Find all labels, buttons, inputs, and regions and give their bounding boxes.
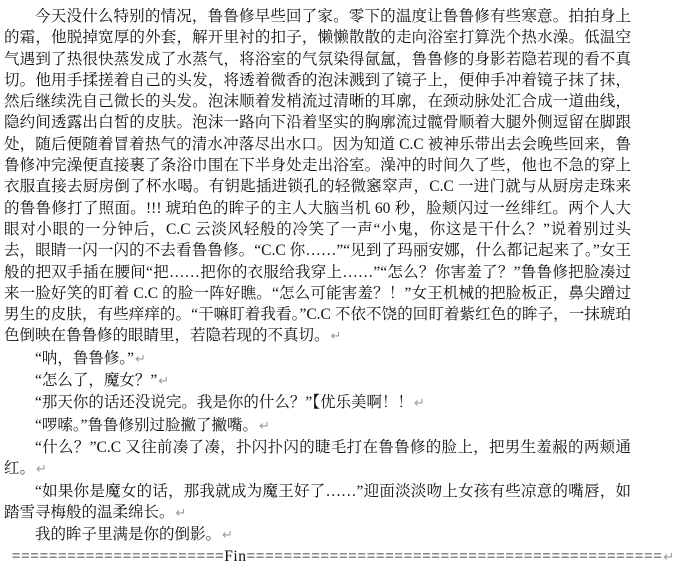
paragraph xyxy=(4,415,631,437)
paragraph-mark-icon: ↵ xyxy=(663,550,675,566)
fin-divider-line xyxy=(4,546,675,568)
paragraph-text: “怎么了，魔女？” xyxy=(35,372,158,390)
paragraph-mark-icon: ↵ xyxy=(259,418,270,434)
paragraph xyxy=(4,481,631,525)
paragraph-text: 今天没什么特别的情况，鲁鲁修早些回了家。零下的温度让鲁鲁修有些寒意。拍拍身上的霜，他脱掉宽厚的外套，解开里衬的扣子，懒懒散散的走向浴室打算洗个热水澡。低温空气遇到了热很快蒸发成了水蒸气，将浴室的气氛染得氤氲，鲁鲁修的身影若隐若现的看不真切。他用手揉搓着自己的头发，将透着微香的泡沫溅到了镜子上，便伸手冲着镜子抹了抹，然后继续洗自己微长的头发。泡沫顺着发梢流过清晰的耳廓，在颈动脉处汇合成一道曲线，隐约间透露出白皙的皮肤。泡沫一路向下沿着坚实的胸廓流过髋骨顺着大腿外侧逗留在脚跟处，随后便随着冒着热气的清水冲落尽出水口。因为知道 C.C 被神乐带出去会晚些回来，鲁鲁修冲完澡便直接裹了条浴巾围在下半身处走出浴室。澡冲的时间久了些，他也不急的穿上衣服直接去厨房倒了杯水喝。有钥匙插进锁孔的轻微窸窣声，C.C 一进门就与从厨房走珠来的鲁鲁修打了照面。!!! 琥珀色的眸子的主人大脑当机 60 秒，脸颊闪过一丝绯红。两个人大眼对小眼的一分钟后，C.C 云淡风轻般的冷笑了一声“小鬼，你这是干什么？”说着别过头去，眼睛一闪一闪的不去看鲁鲁修。“C.C 你……”“见到了玛丽安娜，什么都记起来了。”女王般的把双手插在腰间“把……把你的衣服给我穿上……”“怎么？你害羞了？”鲁鲁修把脸凑过来一脸好笑的盯着 C.C 的脸一阵好瞧。“怎么可能害羞？！”女王机械的把脸板正，鼻尖蹭过男生的皮肤，有些痒痒的。“干嘛盯着我看。”C.C 不依不饶的回盯着紫红色的眸子，一抹琥珀色倒映在鲁鲁修的眼睛里，若隐若现的不真切。 xyxy=(4,8,631,345)
paragraph xyxy=(4,370,631,392)
paragraph-mark-icon: ↵ xyxy=(158,374,170,390)
paragraph-text: “呐，鲁鲁修。” xyxy=(35,349,135,367)
paragraph-mark-icon: ↵ xyxy=(222,528,233,544)
paragraph-text: =======================Fin============================================= xyxy=(11,548,663,566)
paragraph-text: “那天你的话还没说完。我是你的什么？”【优乐美啊！！ xyxy=(35,394,414,412)
paragraph xyxy=(4,392,631,414)
paragraph xyxy=(4,6,631,348)
paragraph-mark-icon: ↵ xyxy=(175,505,187,521)
paragraph-text: “什么？”C.C 又往前凑了凑，扑闪扑闪的睫毛打在鲁鲁修的脸上，把男生羞赧的两颊通红。 xyxy=(4,438,631,478)
paragraph-mark-icon: ↵ xyxy=(330,329,342,345)
paragraph-mark-icon: ↵ xyxy=(414,396,425,412)
paragraph-text: 我的眸子里满是你的倒影。 xyxy=(35,526,222,544)
paragraph xyxy=(4,524,631,546)
paragraph-mark-icon: ↵ xyxy=(135,351,146,367)
paragraph xyxy=(4,348,631,370)
paragraph-text: “如果你是魔女的话，那我就成为魔王好了……”迎面淡淡吻上女孩有些凉意的嘴唇，如踏雪寻梅般的温柔绵长。 xyxy=(4,482,631,521)
paragraph-text: “啰嗦。”鲁鲁修别过脸撇了撇嘴。 xyxy=(35,416,259,434)
paragraph-mark-icon: ↵ xyxy=(36,462,47,478)
paragraph xyxy=(4,437,631,481)
